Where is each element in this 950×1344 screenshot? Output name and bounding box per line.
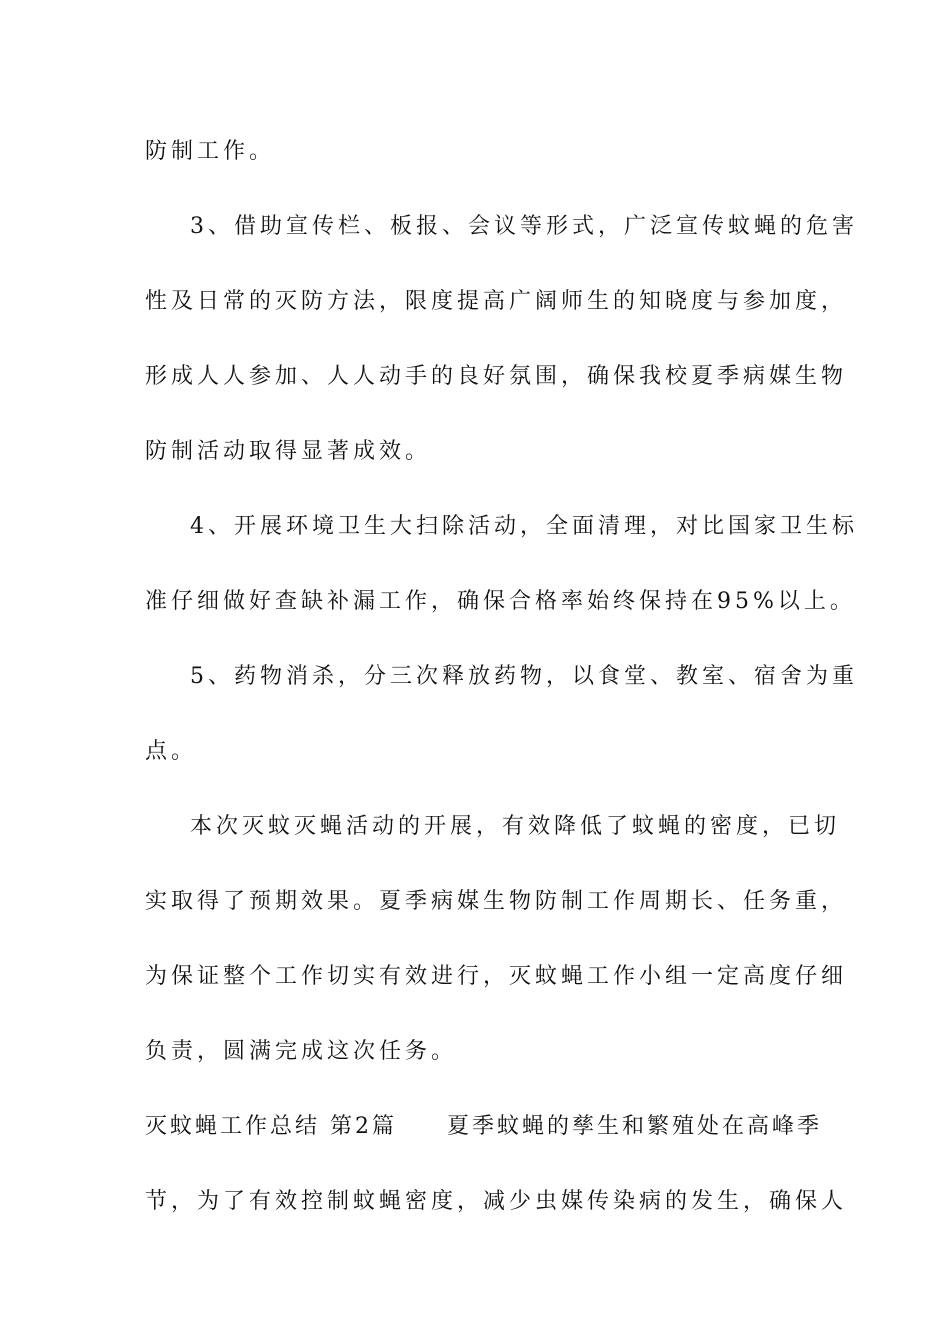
text-line-2: 3、借助宣传栏、板报、会议等形式，广泛宣传蚊蝇的危害: [190, 214, 858, 239]
text-line-13: 负责，圆满完成这次任务。: [145, 1039, 458, 1064]
text-line-7: 准仔细做好查缺补漏工作，确保合格率始终保持在95%以上。: [145, 589, 856, 614]
text-line-10: 本次灭蚊灭蝇活动的开展，有效降低了蚊蝇的密度，已切: [190, 814, 841, 839]
text-line-12: 为保证整个工作切实有效进行，灭蚊蝇工作小组一定高度仔细: [145, 964, 848, 989]
text-line-4: 形成人人参加、人人动手的良好氛围，确保我校夏季病媒生物: [145, 364, 848, 389]
section-heading-line: 灭蚊蝇工作总结 第2篇 夏季蚊蝇的孳生和繁殖处在高峰季: [145, 1114, 822, 1139]
text-line-5: 防制活动取得显著成效。: [145, 439, 432, 464]
text-line-1: 防制工作。: [145, 139, 276, 164]
text-line-15: 节，为了有效控制蚊蝇密度，减少虫媒传染病的发生，确保人: [145, 1189, 848, 1214]
text-line-11: 实取得了预期效果。夏季病媒生物防制工作周期长、任务重，: [145, 889, 848, 914]
text-line-8: 5、药物消杀，分三次释放药物，以食堂、教室、宿舍为重: [190, 664, 858, 689]
text-line-6: 4、开展环境卫生大扫除活动，全面清理，对比国家卫生标: [190, 514, 858, 539]
text-line-9: 点。: [145, 739, 198, 764]
text-line-3: 性及日常的灭防方法，限度提高广阔师生的知晓度与参加度，: [145, 289, 848, 314]
